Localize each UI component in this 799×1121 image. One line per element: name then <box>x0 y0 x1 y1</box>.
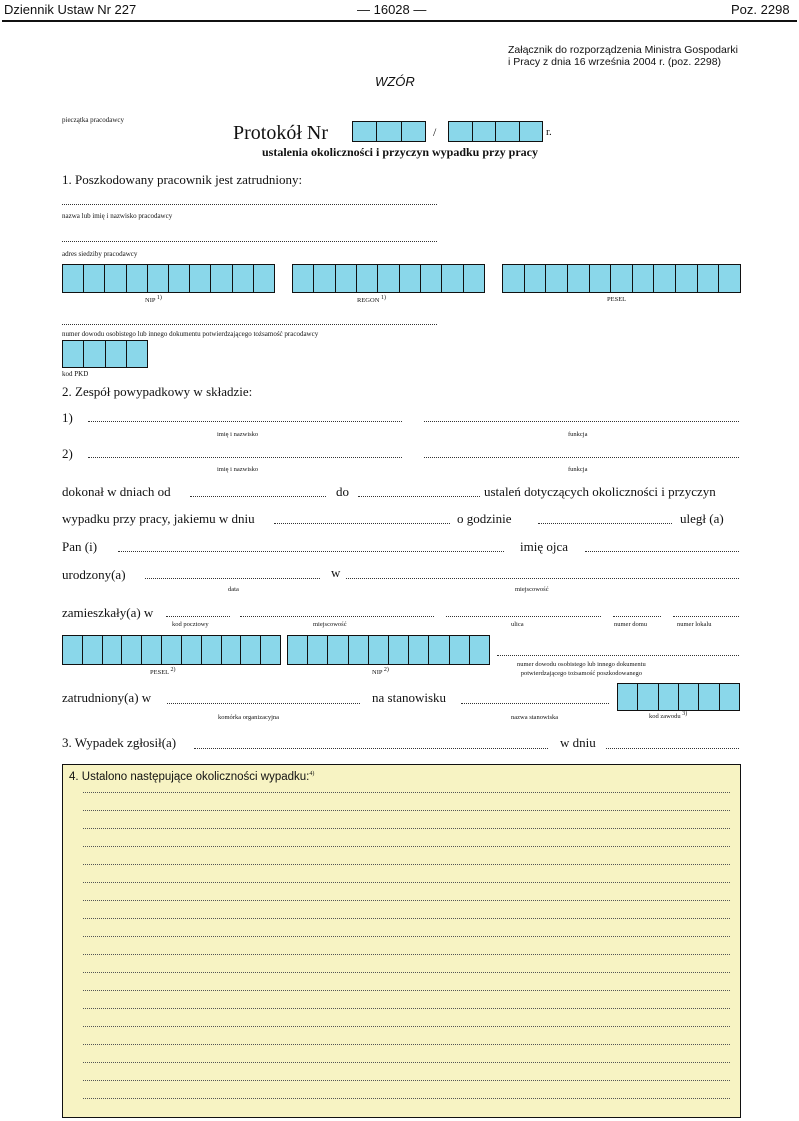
accident-time-line[interactable] <box>538 523 672 524</box>
section4-line[interactable] <box>83 792 730 793</box>
section4-line[interactable] <box>83 1044 730 1045</box>
flat-number-caption: numer lokalu <box>677 621 712 628</box>
accident-date-line[interactable] <box>274 523 450 524</box>
stamp-label: pieczątka pracodawcy <box>62 116 124 124</box>
street-line[interactable] <box>446 616 601 617</box>
postal-code-line[interactable] <box>166 616 230 617</box>
employer-name-caption: nazwa lub imię i nazwisko pracodawcy <box>62 212 173 220</box>
father-name-label: imię ojca <box>520 539 569 554</box>
occupation-code-footnote: 3) <box>682 711 688 717</box>
regon-caption-text: REGON <box>357 297 380 305</box>
section2-heading: 2. Zespół powypadkowy w składzie: <box>62 384 253 399</box>
section4-line[interactable] <box>83 846 730 847</box>
protocol-year-boxes[interactable] <box>448 121 543 142</box>
victim-nip-caption-text: NIP <box>372 669 383 677</box>
section4-line[interactable] <box>83 954 730 955</box>
victim-id-caption <box>517 660 646 678</box>
employer-address-line[interactable] <box>62 241 437 242</box>
member1-function-line[interactable] <box>424 421 739 422</box>
victim-id-caption-line1: numer dowodu osobistego lub innego dokumentu <box>517 661 646 668</box>
section4-line[interactable] <box>83 1062 730 1063</box>
victim-nip-boxes[interactable] <box>287 635 490 665</box>
header-rule <box>2 20 797 22</box>
position-line[interactable] <box>461 703 609 704</box>
occupation-code-boxes[interactable] <box>617 683 740 711</box>
employer-regon-boxes[interactable] <box>292 264 485 293</box>
employer-pesel-boxes[interactable] <box>502 264 741 293</box>
employer-nip-caption <box>145 295 162 304</box>
section4-line[interactable] <box>83 1026 730 1027</box>
victim-id-caption-line2: potwierdzającego tożsamość poszkodowanego <box>520 670 643 677</box>
member2-name-line[interactable] <box>88 457 402 458</box>
victim-name-label: Pan (i) <box>62 539 98 554</box>
protocol-year-suffix: r. <box>546 126 552 138</box>
section4-line[interactable] <box>83 1008 730 1009</box>
section4-line[interactable] <box>83 918 730 919</box>
journal-title: Dziennik Ustaw Nr 227 <box>4 2 137 17</box>
employed-in-label: zatrudniony(a) w <box>62 690 152 705</box>
regon-footnote: 1) <box>381 295 387 301</box>
employer-name-line[interactable] <box>62 204 437 205</box>
victim-pesel-caption-text: PESEL <box>150 669 169 677</box>
section4-heading <box>69 771 314 783</box>
born-label: urodzony(a) <box>62 567 126 582</box>
page-number: — 16028 — <box>357 2 427 17</box>
employer-id-line[interactable] <box>62 324 437 325</box>
report-date-line[interactable] <box>606 748 739 749</box>
pesel-footnote: 2) <box>170 667 176 673</box>
annex-line-1: Załącznik do rozporządzenia Ministra Gospodarki <box>508 44 738 56</box>
suffered-label: uległ (a) <box>680 511 724 526</box>
postal-code-caption: kod pocztowy <box>172 621 209 628</box>
inspection-from-label: dokonał w dniach od <box>62 484 171 499</box>
protocol-number-boxes[interactable] <box>352 121 426 142</box>
section1-heading: 1. Poszkodowany pracownik jest zatrudniony: <box>62 172 303 187</box>
flat-number-line[interactable] <box>673 616 739 617</box>
birth-date-caption: data <box>228 586 239 593</box>
employer-address-caption: adres siedziby pracodawcy <box>62 250 138 258</box>
residence-city-line[interactable] <box>240 616 434 617</box>
inspection-from-line[interactable] <box>190 496 326 497</box>
pkd-boxes[interactable] <box>62 340 148 368</box>
section4-line[interactable] <box>83 936 730 937</box>
victim-name-line[interactable] <box>118 551 504 552</box>
section4-footnote: 4) <box>309 771 315 778</box>
section3-heading: 3. Wypadek zgłosił(a) <box>62 735 177 750</box>
section4-line[interactable] <box>83 1080 730 1081</box>
inspection-to-line[interactable] <box>358 496 480 497</box>
member1-number: 1) <box>62 410 73 425</box>
birth-place-line[interactable] <box>346 578 739 579</box>
member1-name-caption: imię i nazwisko <box>217 431 259 438</box>
member2-name-caption: imię i nazwisko <box>217 466 259 473</box>
protocol-subtitle: ustalenia okoliczności i przyczyn wypadku przy pracy <box>262 145 539 159</box>
section4-heading-text: 4. Ustalono następujące okoliczności wypadku: <box>69 771 310 783</box>
victim-pesel-caption <box>150 667 176 676</box>
inspection-to-label: do <box>336 484 349 499</box>
street-caption: ulica <box>511 621 524 628</box>
protocol-title: Protokół Nr <box>233 122 328 144</box>
annex-note <box>508 44 738 68</box>
section4-panel[interactable] <box>62 764 741 1118</box>
member1-name-line[interactable] <box>88 421 402 422</box>
position-label: na stanowisku <box>372 690 447 705</box>
section4-line[interactable] <box>83 864 730 865</box>
department-line[interactable] <box>167 703 360 704</box>
victim-pesel-boxes[interactable] <box>62 635 281 665</box>
position-caption: nazwa stanowiska <box>511 714 559 721</box>
nip-caption-text: NIP <box>145 297 156 305</box>
birth-date-line[interactable] <box>145 578 320 579</box>
section4-line[interactable] <box>83 900 730 901</box>
accident-date-label: wypadku przy pracy, jakiemu w dniu <box>62 511 255 526</box>
house-number-caption: numer domu <box>614 621 648 628</box>
position-number: Poz. 2298 <box>731 2 790 17</box>
accident-time-label: o godzinie <box>457 511 512 526</box>
occupation-code-caption-text: kod zawodu <box>649 713 681 721</box>
nip-footnote: 1) <box>156 295 162 301</box>
occupation-code-caption <box>649 711 687 720</box>
victim-nip-caption <box>372 667 389 676</box>
annex-line-2: i Pracy z dnia 16 września 2004 r. (poz. 2298) <box>508 56 722 68</box>
employer-id-caption: numer dowodu osobistego lub innego dokumentu potwierdzającego tożsamość pracodawcy <box>62 330 319 338</box>
section4-line[interactable] <box>83 882 730 883</box>
residence-city-caption: miejscowość <box>313 621 347 628</box>
employer-nip-boxes[interactable] <box>62 264 275 293</box>
member2-function-caption: funkcja <box>568 466 588 473</box>
employer-regon-caption <box>357 295 386 304</box>
birth-place-label: w <box>331 565 341 580</box>
protocol-slash: / <box>433 125 437 139</box>
residence-label: zamieszkały(a) w <box>62 605 154 620</box>
section4-line[interactable] <box>83 972 730 973</box>
wzor-label: WZÓR <box>375 74 415 89</box>
victim-id-line[interactable] <box>497 655 739 656</box>
section4-line[interactable] <box>83 810 730 811</box>
inspection-purpose-text: ustaleń dotyczących okoliczności i przyczyn <box>484 484 716 499</box>
reporter-line[interactable] <box>194 748 548 749</box>
member2-function-line[interactable] <box>424 457 739 458</box>
section4-line[interactable] <box>83 990 730 991</box>
section4-line[interactable] <box>83 1098 730 1099</box>
pkd-caption: kod PKD <box>62 370 89 378</box>
victim-nip-footnote: 2) <box>383 667 389 673</box>
house-number-line[interactable] <box>613 616 661 617</box>
report-date-label: w dniu <box>560 735 596 750</box>
section4-line[interactable] <box>83 828 730 829</box>
father-name-line[interactable] <box>585 551 739 552</box>
employer-pesel-caption: PESEL <box>607 296 627 303</box>
member2-number: 2) <box>62 446 73 461</box>
birth-place-caption: miejscowość <box>515 586 549 593</box>
department-caption: komórka organizacyjna <box>218 714 280 721</box>
member1-function-caption: funkcja <box>568 431 588 438</box>
